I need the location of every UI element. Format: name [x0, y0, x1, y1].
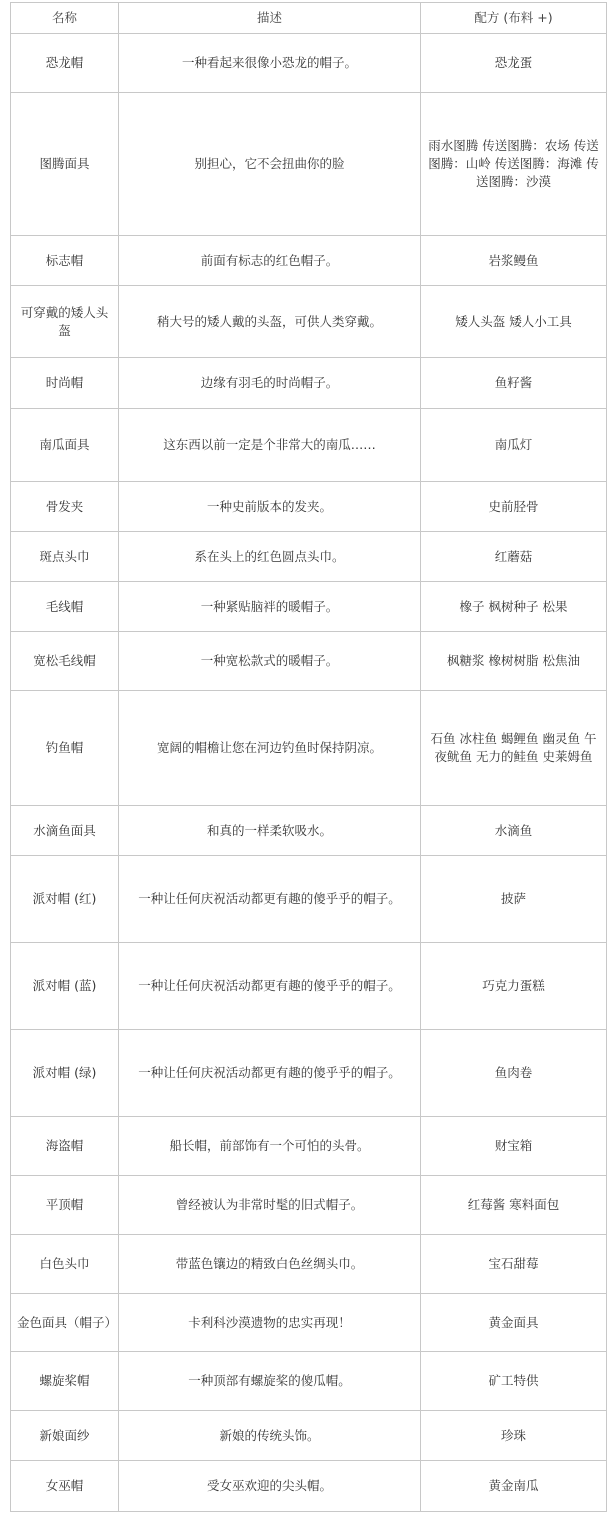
- cell-name: 派对帽 (绿): [11, 1030, 119, 1117]
- cell-recipe: 雨水图腾 传送图腾：农场 传送图腾：山岭 传送图腾：海滩 传送图腾：沙漠: [421, 93, 607, 236]
- cell-name: 平顶帽: [11, 1176, 119, 1235]
- cell-name: 螺旋桨帽: [11, 1352, 119, 1411]
- cell-name: 钓鱼帽: [11, 691, 119, 806]
- table-header-row: [11, 3, 607, 34]
- cell-name: 时尚帽: [11, 358, 119, 409]
- cell-recipe: 红蘑菇: [421, 532, 607, 582]
- cell-description: 一种宽松款式的暖帽子。: [119, 632, 421, 691]
- table-row: [11, 93, 607, 236]
- table-row: [11, 1235, 607, 1294]
- cell-recipe: 岩浆鳗鱼: [421, 236, 607, 286]
- table-row: [11, 1461, 607, 1512]
- cell-name: 金色面具（帽子）: [11, 1294, 119, 1352]
- cell-recipe: 橡子 枫树种子 松果: [421, 582, 607, 632]
- table-row: [11, 632, 607, 691]
- table-row: [11, 582, 607, 632]
- cell-description: 受女巫欢迎的尖头帽。: [119, 1461, 421, 1512]
- cell-description: 曾经被认为非常时髦的旧式帽子。: [119, 1176, 421, 1235]
- cell-recipe: 珍珠: [421, 1411, 607, 1461]
- cell-recipe: 巧克力蛋糕: [421, 943, 607, 1030]
- table-row: [11, 286, 607, 358]
- cell-recipe: 红莓酱 寒料面包: [421, 1176, 607, 1235]
- cell-recipe: 鱼肉卷: [421, 1030, 607, 1117]
- cell-description: 卡利科沙漠遗物的忠实再现！: [119, 1294, 421, 1352]
- cell-recipe: 史前胫骨: [421, 482, 607, 532]
- table-row: [11, 943, 607, 1030]
- cell-name: 恐龙帽: [11, 34, 119, 93]
- table-row: [11, 1176, 607, 1235]
- cell-name: 图腾面具: [11, 93, 119, 236]
- cell-name: 新娘面纱: [11, 1411, 119, 1461]
- cell-name: 水滴鱼面具: [11, 806, 119, 856]
- cell-description: 系在头上的红色圆点头巾。: [119, 532, 421, 582]
- cell-name: 毛线帽: [11, 582, 119, 632]
- table-row: [11, 1411, 607, 1461]
- cell-name: 标志帽: [11, 236, 119, 286]
- table-row: [11, 236, 607, 286]
- cell-name: 海盗帽: [11, 1117, 119, 1176]
- cell-recipe: 恐龙蛋: [421, 34, 607, 93]
- cell-recipe: 南瓜灯: [421, 409, 607, 482]
- cell-description: 别担心，它不会扭曲你的脸: [119, 93, 421, 236]
- cell-recipe: 披萨: [421, 856, 607, 943]
- cell-description: 带蓝色镶边的精致白色丝绸头巾。: [119, 1235, 421, 1294]
- cell-description: 前面有标志的红色帽子。: [119, 236, 421, 286]
- cell-description: 和真的一样柔软吸水。: [119, 806, 421, 856]
- cell-recipe: 枫糖浆 橡树树脂 松焦油: [421, 632, 607, 691]
- cell-name: 骨发夹: [11, 482, 119, 532]
- table-row: [11, 1352, 607, 1411]
- cell-description: 一种史前版本的发夹。: [119, 482, 421, 532]
- cell-name: 可穿戴的矮人头盔: [11, 286, 119, 358]
- cell-name: 女巫帽: [11, 1461, 119, 1512]
- table-row: [11, 1030, 607, 1117]
- cell-recipe: 黄金南瓜: [421, 1461, 607, 1512]
- table-row: [11, 691, 607, 806]
- header-description: 描述: [119, 3, 421, 34]
- cell-recipe: 财宝箱: [421, 1117, 607, 1176]
- hat-recipe-table: [10, 2, 607, 1512]
- cell-name: 宽松毛线帽: [11, 632, 119, 691]
- cell-recipe: 矮人头盔 矮人小工具: [421, 286, 607, 358]
- cell-recipe: 水滴鱼: [421, 806, 607, 856]
- cell-description: 宽阔的帽檐让您在河边钓鱼时保持阴凉。: [119, 691, 421, 806]
- table-row: [11, 1117, 607, 1176]
- table-row: [11, 358, 607, 409]
- cell-recipe: 石鱼 冰柱鱼 蝎鲤鱼 幽灵鱼 午夜鱿鱼 无力的鲑鱼 史莱姆鱼: [421, 691, 607, 806]
- cell-recipe: 矿工特供: [421, 1352, 607, 1411]
- table-row: [11, 856, 607, 943]
- cell-description: 一种让任何庆祝活动都更有趣的傻乎乎的帽子。: [119, 943, 421, 1030]
- cell-name: 派对帽 (红): [11, 856, 119, 943]
- table-row: [11, 482, 607, 532]
- cell-recipe: 宝石甜莓: [421, 1235, 607, 1294]
- table-row: [11, 532, 607, 582]
- cell-recipe: 鱼籽酱: [421, 358, 607, 409]
- table-row: [11, 1294, 607, 1352]
- cell-name: 白色头巾: [11, 1235, 119, 1294]
- cell-description: 一种让任何庆祝活动都更有趣的傻乎乎的帽子。: [119, 856, 421, 943]
- cell-description: 一种看起来很像小恐龙的帽子。: [119, 34, 421, 93]
- cell-description: 一种让任何庆祝活动都更有趣的傻乎乎的帽子。: [119, 1030, 421, 1117]
- cell-description: 船长帽，前部饰有一个可怕的头骨。: [119, 1117, 421, 1176]
- cell-description: 边缘有羽毛的时尚帽子。: [119, 358, 421, 409]
- cell-description: 一种紧贴脑袢的暖帽子。: [119, 582, 421, 632]
- cell-name: 派对帽 (蓝): [11, 943, 119, 1030]
- cell-description: 一种顶部有螺旋桨的傻瓜帽。: [119, 1352, 421, 1411]
- cell-name: 斑点头巾: [11, 532, 119, 582]
- table-row: [11, 34, 607, 93]
- table-row: [11, 806, 607, 856]
- header-name: 名称: [11, 3, 119, 34]
- cell-recipe: 黄金面具: [421, 1294, 607, 1352]
- table-row: [11, 409, 607, 482]
- cell-name: 南瓜面具: [11, 409, 119, 482]
- cell-description: 这东西以前一定是个非常大的南瓜……: [119, 409, 421, 482]
- header-recipe: 配方 (布料 +): [421, 3, 607, 34]
- cell-description: 新娘的传统头饰。: [119, 1411, 421, 1461]
- cell-description: 稍大号的矮人戴的头盔，可供人类穿戴。: [119, 286, 421, 358]
